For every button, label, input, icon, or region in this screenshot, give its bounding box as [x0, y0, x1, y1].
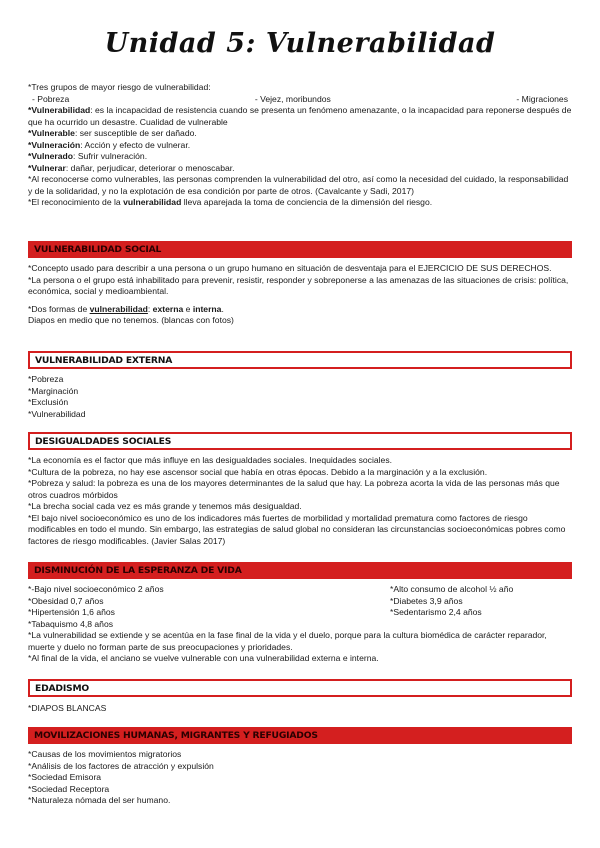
edadismo-list: [28, 703, 574, 715]
list-item: *Exclusión: [28, 397, 69, 408]
diapos-note: Diapos en medio que no tenemos. (blancas con fotos): [28, 315, 234, 326]
list-item: *Análisis de los factores de atracción y expulsión: [28, 760, 214, 771]
list-item: *Pobreza: [28, 374, 64, 384]
list-item: *Hipertensión 1,6 años: [28, 607, 115, 618]
definition-vulnerado: *Vulnerado: Sufrir vulneración.: [28, 151, 148, 162]
list-item: *Vulnerabilidad: [28, 408, 86, 419]
risk-factors-right: [390, 584, 574, 630]
risk-group: - Pobreza: [32, 93, 70, 104]
intro-section: [28, 82, 574, 209]
section-header-vulnerabilidad-social: VULNERABILIDAD SOCIAL: [28, 241, 572, 258]
list-item: *El bajo nivel socioeconómico es uno de los indicadores más fuertes de morbilidad y mortalidad prematura como factores de riesgo modificables en todo el mundo. Sin embargo, las estrategias de salud global no consideran las circunstancias socioeconómicas pobres como factores de riesgo modificables. (Javier Salas 2017): [28, 512, 566, 546]
risk-groups-row: [28, 94, 574, 106]
list-item: *Sociedad Receptora: [28, 783, 110, 794]
formas-paragraph: *Dos formas de vulnerabilidad: externa e interna.: [28, 303, 224, 314]
social-paragraph: *La persona o el grupo está inhabilitado para prevenir, resistir, responder y sobreponerse a las amenazas de las situaciones de crisis: política, económica, social y medioambiental.: [28, 274, 569, 297]
definition-vulnerable: *Vulnerable: ser susceptible de ser dañado.: [28, 128, 197, 139]
list-item: *-Bajo nivel socioeconómico 2 años: [28, 584, 164, 594]
page-title: Unidad 5: Vulnerabilidad: [104, 28, 496, 59]
section-header-desigualdades-sociales: DESIGUALDADES SOCIALES: [28, 432, 572, 450]
risk-factors-columns: [28, 584, 574, 630]
reconocerse-paragraph: *Al reconocerse como vulnerables, las personas comprenden la vulnerabilidad del otro, así como la necesidad del cuidado, la responsabilidad y de la solidaridad, y no la explotación de esa condición por parte de otros. (Cavalcante y Sadi, 2017): [28, 174, 569, 196]
list-item: *Sedentarismo 2,4 años: [390, 607, 482, 618]
definition-vulneracion: *Vulneración: Acción y efecto de vulnerar.: [28, 139, 191, 150]
list-item: *DIAPOS BLANCAS: [28, 703, 107, 713]
list-item: *Causas de los movimientos migratorios: [28, 749, 182, 759]
section-header-esperanza-de-vida: DISMINUCIÓN DE LA ESPERANZA DE VIDA: [28, 562, 572, 579]
list-item: *Alto consumo de alcohol ½ año: [390, 584, 514, 594]
list-item: *Marginación: [28, 385, 79, 396]
desigualdades-list: [28, 455, 574, 547]
list-item: *Naturaleza nómada del ser humano.: [28, 795, 171, 806]
groups-heading: *Tres grupos de mayor riesgo de vulnerabilidad:: [28, 82, 211, 92]
list-item: *Pobreza y salud: la pobreza es una de los mayores determinantes de la salud que hay. La pobreza acorta la vida de las personas más que otros cuadros mórbidos: [28, 478, 560, 500]
list-item: *Obesidad 0,7 años: [28, 595, 104, 606]
risk-group: - Migraciones: [516, 93, 568, 104]
esperanza-paragraph: *Al final de la vida, el anciano se vuelve vulnerable con una vulnerabilidad externa e interna.: [28, 653, 379, 664]
risk-factors-left: [28, 584, 390, 630]
social-paragraph: *Concepto usado para describir a una persona o un grupo humano en situación de desventaja para el EJERCICIO DE SUS DERECHOS.: [28, 263, 552, 273]
list-item: *Tabaquismo 4,8 años: [28, 618, 114, 629]
social-section: [28, 263, 574, 327]
risk-group: - Vejez, moribundos: [254, 93, 331, 104]
reconocimiento-paragraph: *El reconocimiento de la vulnerabilidad lleva aparejada la toma de conciencia de la dimensión del riesgo.: [28, 197, 433, 208]
movilizaciones-list: [28, 749, 574, 807]
list-item: *Diabetes 3,9 años: [390, 595, 463, 606]
section-header-edadismo: EDADISMO: [28, 679, 572, 697]
esperanza-paragraph: *La vulnerabilidad se extiende y se acentúa en la fase final de la vida y el duelo, porque para la cultura biomédica de carácter reparador, muerte y duelo no forman parte de sus preocupaciones y prioridades.: [28, 630, 547, 652]
definition-vulnerabilidad: *Vulnerabilidad: es la incapacidad de resistencia cuando se presenta un fenómeno amenazante, o la incapacidad para reponerse después de que ha ocurrido un desastre. Cualidad de vulnerable: [28, 105, 572, 127]
list-item: *Cultura de la pobreza, no hay ese ascensor social que había en otras épocas. Debido a la marginación y a la exclusión.: [28, 466, 488, 477]
section-header-movilizaciones: MOVILIZACIONES HUMANAS, MIGRANTES Y REFUGIADOS: [28, 727, 572, 744]
list-item: *La brecha social cada vez es más grande y tenemos más desigualdad.: [28, 501, 302, 512]
definition-vulnerar: *Vulnerar: dañar, perjudicar, deteriorar o menoscabar.: [28, 162, 235, 173]
section-header-vulnerabilidad-externa: VULNERABILIDAD EXTERNA: [28, 351, 572, 369]
esperanza-section: [28, 584, 574, 665]
list-item: *Sociedad Emisora: [28, 772, 102, 783]
list-item: *La economía es el factor que más influye en las desigualdades sociales. Inequidades sociales.: [28, 455, 393, 465]
externa-list: [28, 374, 574, 420]
